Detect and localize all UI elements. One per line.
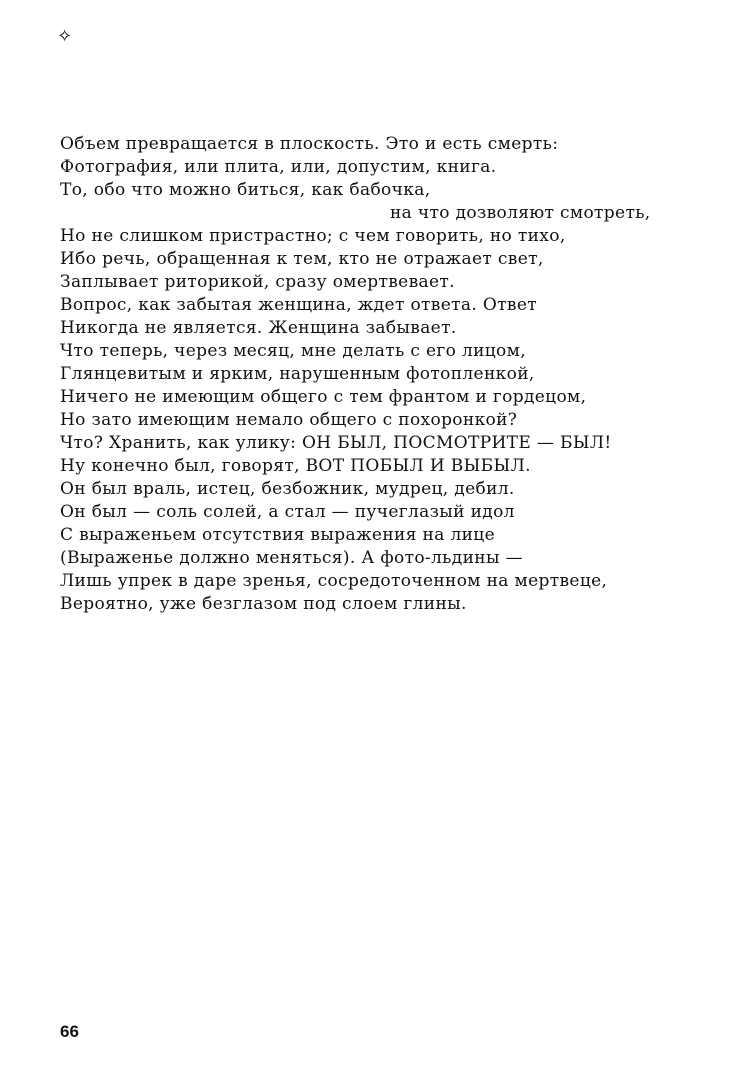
poem-line: С выраженьем отсутствия выражения на лице — [60, 525, 495, 545]
poem-line: То, обо что можно биться, как бабочка, — [60, 180, 431, 200]
poem-line: Никогда не является. Женщина забывает. — [60, 318, 457, 338]
poem-line: Он был — соль солей, а стал — пучеглазый идол — [60, 502, 515, 522]
poem-line: Ну конечно был, говорят, ВОТ ПОБЫЛ И ВЫБЫЛ. — [60, 456, 531, 476]
poem-line: Что? Хранить, как улику: ОН БЫЛ, ПОСМОТРИТЕ — БЫЛ! — [60, 433, 612, 453]
page-number: 66 — [60, 1022, 79, 1041]
poem-line-indented: на что дозволяют смотреть, — [390, 203, 651, 223]
poem-line: Ибо речь, обращенная к тем, кто не отражает свет, — [60, 249, 544, 269]
poem-line: Что теперь, через месяц, мне делать с его лицом, — [60, 341, 526, 361]
poem-line: Лишь упрек в даре зренья, сосредоточенном на мертвеце, — [60, 571, 608, 591]
poem-line: Ничего не имеющим общего с тем франтом и гордецом, — [60, 387, 587, 407]
ornament-star-icon: ✧ — [57, 26, 73, 47]
poem-line: Глянцевитым и ярким, нарушенным фотопленкой, — [60, 364, 535, 384]
poem-line: Вероятно, уже безглазом под слоем глины. — [60, 594, 467, 614]
poem-line: Но не слишком пристрастно; с чем говорить, но тихо, — [60, 226, 566, 246]
poem-line: Фотография, или плита, или, допустим, книга. — [60, 157, 497, 177]
poem-line: Заплывает риторикой, сразу омертвевает. — [60, 272, 455, 292]
poem-line: Объем превращается в плоскость. Это и есть смерть: — [60, 134, 559, 154]
poem-line: Он был враль, истец, безбожник, мудрец, дебил. — [60, 479, 515, 499]
poem-line: Но зато имеющим немало общего с похоронкой? — [60, 410, 518, 430]
poem-line: Вопрос, как забытая женщина, ждет ответа. Ответ — [60, 295, 537, 315]
poem-text — [60, 133, 700, 616]
poem-line: (Выраженье должно меняться). А фото-льдины — — [60, 548, 523, 568]
